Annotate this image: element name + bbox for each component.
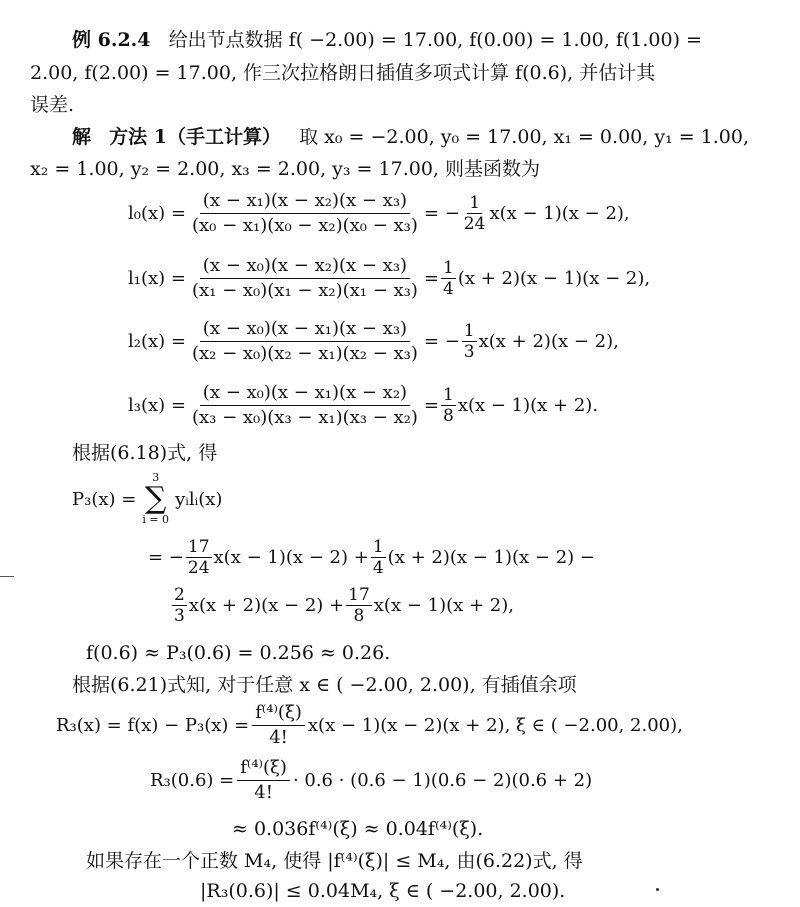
basis-l1-fraction — [189, 255, 421, 302]
r3x-equation — [56, 702, 683, 749]
example-line-2: 2.00, f(2.00) = 17.00, 作三次拉格朗日插值多项式计算 f(0.6), 并估计其 — [30, 62, 656, 84]
basis-l2-fraction — [189, 318, 421, 365]
basis-l0-den: (x₀ − x₁)(x₀ − x₂)(x₀ − x₃) — [191, 215, 418, 236]
p3-r3-frac1 — [172, 585, 187, 626]
basis-l0-num: (x − x₁)(x − x₂)(x − x₃) — [200, 190, 410, 214]
basis-l1-lhs: l₁(x) = — [128, 268, 186, 289]
basis-l3-den: (x₃ − x₀)(x₃ − x₁)(x₃ − x₂) — [191, 407, 418, 428]
r3x-den: 4! — [269, 727, 288, 748]
r306-lhs: R₃(0.6) = — [150, 770, 235, 791]
basis-l2-coef-den: 3 — [463, 342, 475, 362]
sum-upper: 3 — [152, 471, 160, 484]
p3-r2-frac1-den: 24 — [187, 558, 210, 578]
p3-r3-term2: x(x − 1)(x + 2), — [373, 595, 515, 616]
basis-l0-coef-num: 1 — [469, 193, 481, 213]
basis-l0-coef — [462, 193, 488, 234]
basis-l3-lhs: l₃(x) = — [128, 395, 186, 416]
r306-den: 4! — [254, 782, 273, 803]
solution-label: 解 — [72, 126, 92, 148]
basis-l1-den: (x₁ − x₀)(x₁ − x₂)(x₁ − x₃) — [191, 280, 418, 301]
basis-l0-coef-den: 24 — [463, 214, 486, 234]
basis-l0-tail: x(x − 1)(x − 2), — [489, 203, 630, 224]
solution-line-2: x₂ = 1.00, y₂ = 2.00, x₃ = 2.00, y₃ = 17.00, 则基函数为 — [30, 158, 540, 180]
basis-l1-coef-num: 1 — [443, 258, 454, 278]
solution-method: 方法 1（手工计算） — [109, 126, 281, 148]
sum-lower: i = 0 — [142, 513, 170, 526]
basis-l3-coef-num: 1 — [443, 385, 454, 405]
p3-r2-frac2-num: 1 — [372, 537, 384, 557]
example-line-3: 误差. — [30, 94, 75, 116]
p3-r3-frac1-den: 3 — [174, 606, 185, 626]
basis-l1-coef-den: 4 — [443, 279, 454, 299]
r3x-lhs: R₃(x) = f(x) − P₃(x) = — [56, 715, 250, 736]
p3-r3-frac2-den: 8 — [353, 606, 365, 626]
r3x-fraction — [252, 702, 305, 749]
basis-l2-coef-num: 1 — [463, 321, 475, 341]
p3-r2-term2: (x + 2)(x − 1)(x − 2) − — [387, 547, 595, 568]
margin-mark — [0, 576, 14, 577]
basis-l3-coef — [441, 385, 456, 426]
basis-l1-tail: (x + 2)(x − 1)(x − 2), — [457, 268, 651, 289]
basis-l1-num: (x − x₀)(x − x₂)(x − x₃) — [200, 255, 410, 279]
basis-l0-fraction — [189, 190, 421, 237]
r3x-tail: x(x − 1)(x − 2)(x + 2), ξ ∈ ( −2.00, 2.00), — [307, 715, 683, 736]
p3-r2-frac1-num: 17 — [187, 537, 210, 557]
p3-r3-frac2 — [346, 585, 372, 626]
sigma-icon: ∑ — [144, 481, 167, 516]
r3x-num: f⁽⁴⁾(ξ) — [252, 702, 305, 726]
r306-num: f⁽⁴⁾(ξ) — [237, 757, 290, 781]
f-of-0-6: f(0.6) ≈ P₃(0.6) = 0.256 ≈ 0.26. — [86, 642, 391, 664]
p3-r2-term1: x(x − 1)(x − 2) + — [213, 547, 369, 568]
basis-l2-den: (x₂ − x₀)(x₂ − x₁)(x₂ − x₃) — [191, 343, 418, 364]
final-bound: |R₃(0.6)| ≤ 0.04M₄, ξ ∈ ( −2.00, 2.00). — [200, 880, 566, 902]
example-line-1 — [72, 28, 702, 52]
p3-r2-lead: = − — [148, 547, 184, 568]
basis-l2-lhs: l₂(x) = — [128, 331, 186, 352]
p3-r2-frac1 — [186, 537, 212, 578]
basis-l0 — [128, 190, 630, 237]
basis-l3-eq: = — [423, 395, 439, 416]
stray-dot — [656, 888, 659, 891]
p3-r2-frac2 — [371, 537, 386, 578]
basis-l2-eq: = − — [423, 331, 460, 352]
basis-l1-eq: = — [423, 268, 439, 289]
solution-line-1 — [72, 125, 749, 149]
r306-equation — [150, 757, 592, 804]
basis-l1 — [128, 255, 650, 302]
p3-r3-term1: x(x + 2)(x − 2) + — [188, 595, 345, 616]
basis-l3-tail: x(x − 1)(x + 2). — [457, 395, 599, 416]
p3-line-2 — [148, 537, 595, 578]
p3-r3-frac2-num: 17 — [348, 585, 370, 605]
approx-line: ≈ 0.036f⁽⁴⁾(ξ) ≈ 0.04f⁽⁴⁾(ξ). — [232, 818, 484, 840]
basis-l0-eq: = − — [423, 203, 460, 224]
p3-line-1 — [72, 472, 222, 526]
sum-term: yᵢlᵢ(x) — [175, 488, 223, 510]
basis-l0-lhs: l₀(x) = — [128, 203, 186, 224]
example-text-1: 给出节点数据 f( −2.00) = 17.00, f(0.00) = 1.00, f(1.00) = — [168, 29, 702, 51]
p3-r2-frac2-den: 4 — [372, 558, 384, 578]
sum-symbol — [142, 472, 169, 526]
basis-l2 — [128, 318, 619, 365]
basis-l2-coef — [462, 321, 477, 362]
according-6-18: 根据(6.18)式, 得 — [72, 442, 218, 464]
p3-lhs: P₃(x) = — [72, 488, 137, 510]
solution-text-1: 取 x₀ = −2.00, y₀ = 17.00, x₁ = 0.00, y₁ = 1.00, — [299, 126, 750, 148]
basis-l2-num: (x − x₀)(x − x₁)(x − x₃) — [200, 318, 410, 342]
basis-l1-coef — [441, 258, 456, 299]
basis-l3 — [128, 382, 598, 429]
r306-tail: · 0.6 · (0.6 − 1)(0.6 − 2)(0.6 + 2) — [292, 770, 593, 791]
p3-line-3 — [170, 585, 514, 626]
r306-fraction — [237, 757, 290, 804]
according-6-21: 根据(6.21)式知, 对于任意 x ∈ ( −2.00, 2.00), 有插值余项 — [72, 674, 577, 696]
basis-l3-num: (x − x₀)(x − x₁)(x − x₂) — [200, 382, 410, 406]
basis-l3-coef-den: 8 — [443, 406, 454, 426]
if-exists-line: 如果存在一个正数 M₄, 使得 |f⁽⁴⁾(ξ)| ≤ M₄, 由(6.22)式, 得 — [86, 850, 583, 872]
p3-r3-frac1-num: 2 — [174, 585, 185, 605]
example-label: 例 6.2.4 — [72, 29, 151, 51]
basis-l2-tail: x(x + 2)(x − 2), — [478, 331, 619, 352]
basis-l3-fraction — [189, 382, 421, 429]
